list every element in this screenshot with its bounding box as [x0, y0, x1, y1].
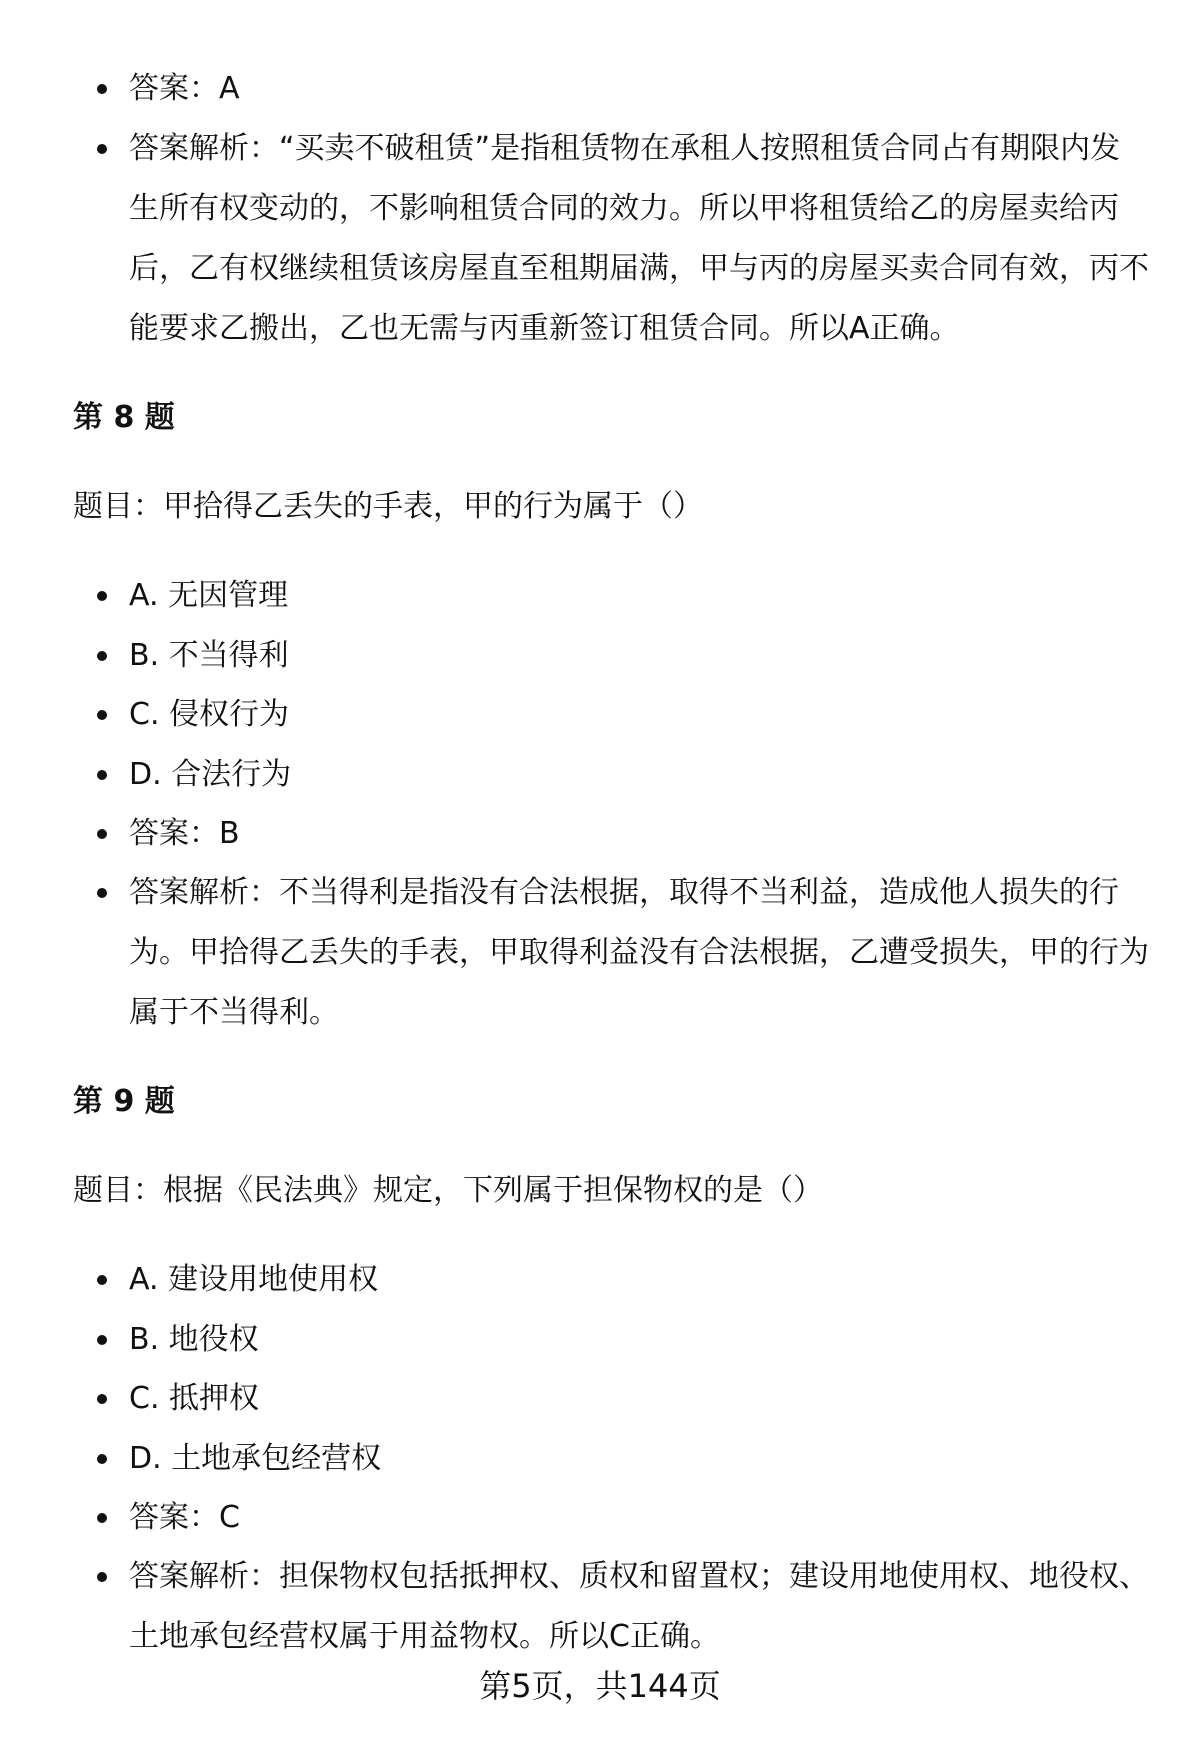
option-item: A. 无因管理 [129, 566, 1149, 626]
question-text: 题目：根据《民法典》规定，下列属于担保物权的是（） [73, 1173, 823, 1208]
option-item: D. 土地承包经营权 [129, 1429, 1149, 1489]
option-item: B. 地役权 [129, 1310, 1149, 1370]
option-item: B. 不当得利 [129, 626, 1149, 686]
analysis-item: 答案解析：“买卖不破租赁”是指租赁物在承租人按照租赁合同占有期限内发生所有权变动的，不影响租赁合同的效力。所以甲将租赁给乙的房屋卖给丙后，乙有权继续租赁该房屋直至租期届满，甲与丙的房屋买卖合同有效，丙不能要求乙搬出，乙也无需与丙重新签订租赁合同。所以A正确。 [129, 119, 1149, 359]
question-text: 题目：甲拾得乙丢失的手表，甲的行为属于（） [73, 489, 703, 524]
option-item: C. 抵押权 [129, 1369, 1149, 1429]
option-item: D. 合法行为 [129, 745, 1149, 805]
question-heading: 第 9 题 [73, 1084, 175, 1119]
question-heading: 第 8 题 [73, 400, 175, 435]
analysis-item: 答案解析：不当得利是指没有合法根据，取得不当利益，造成他人损失的行为。甲拾得乙丢失的手表，甲取得利益没有合法根据，乙遭受损失，甲的行为属于不当得利。 [129, 863, 1149, 1043]
analysis-item: 答案解析：担保物权包括抵押权、质权和留置权；建设用地使用权、地役权、土地承包经营权属于用益物权。所以C正确。 [129, 1547, 1149, 1667]
answer-item: 答案：B [129, 804, 1149, 864]
answer-item: 答案：A [129, 59, 1149, 119]
answer-item: 答案：C [129, 1488, 1149, 1548]
page-number: 第5页，共144页 [479, 1667, 721, 1705]
option-item: C. 侵权行为 [129, 685, 1149, 745]
option-item: A. 建设用地使用权 [129, 1250, 1149, 1310]
